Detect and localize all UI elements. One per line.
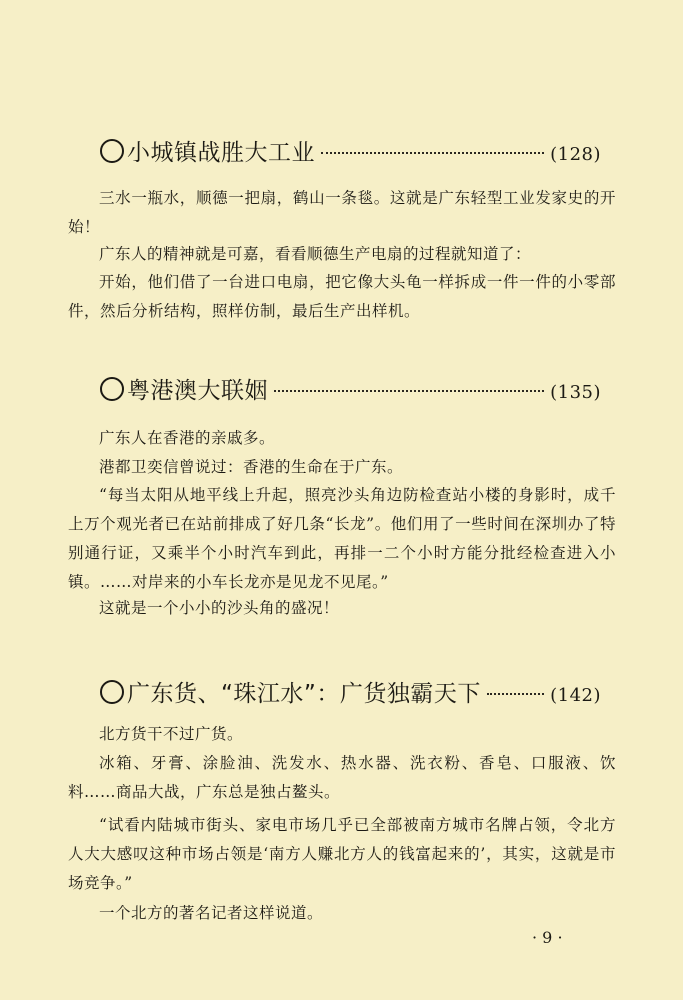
paragraph: 广东人的精神就是可嘉，看看顺德生产电扇的过程就知道了： bbox=[99, 245, 532, 263]
paragraph: 广东人在香港的亲戚多。 bbox=[99, 429, 276, 447]
paragraph: 港都卫奕信曾说过：香港的生命在于广东。 bbox=[99, 458, 404, 476]
paragraph: “每当太阳从地平线上升起，照亮沙头角边防检查站小楼的身影时，成千上万个观光者已在站前排成了好几条“长龙”。他们用了一些时间在深圳办了特别通行证，又乘半个小时汽车到此，再排一二个小时方能分批经检查进入小镇。……对岸来的小车长龙亦是见龙不见尾。” bbox=[68, 486, 616, 591]
dot-leader bbox=[487, 693, 544, 695]
dot-leader bbox=[321, 152, 544, 154]
section-heading bbox=[100, 134, 601, 167]
page-reference: (128) bbox=[550, 144, 601, 165]
section-title: 粤港澳大联姻 bbox=[127, 378, 268, 404]
circle-bullet-icon bbox=[100, 377, 124, 401]
paragraph: “试看内陆城市街头、家电市场几乎已全部被南方城市名牌占领，令北方人大大感叹这种市场占领是‘南方人赚北方人的钱富起来的’，其实，这就是市场竞争。” bbox=[68, 816, 616, 892]
paragraph: 这就是一个小小的沙头角的盛况！ bbox=[99, 599, 340, 617]
circle-bullet-icon bbox=[100, 680, 124, 704]
circle-bullet-icon bbox=[100, 139, 124, 163]
paragraph: 北方货干不过广货。 bbox=[99, 725, 244, 743]
section-heading bbox=[100, 675, 601, 708]
dot-leader bbox=[274, 390, 544, 392]
paragraph: 冰箱、牙膏、涂脸油、洗发水、热水器、洗衣粉、香皂、口服液、饮料……商品大战，广东总是独占鳌头。 bbox=[68, 754, 616, 801]
paragraph: 一个北方的著名记者这样说道。 bbox=[99, 904, 324, 922]
section-title: 广东货、“珠江水”：广货独霸天下 bbox=[127, 681, 481, 707]
paragraph: 三水一瓶水，顺德一把扇，鹤山一条毯。这就是广东轻型工业发家史的开始！ bbox=[68, 189, 616, 236]
page-number: · 9 · bbox=[532, 928, 563, 947]
section-heading bbox=[100, 372, 601, 405]
page-reference: (135) bbox=[550, 382, 601, 403]
paragraph: 开始，他们借了一台进口电扇，把它像大头龟一样拆成一件一件的小零部件，然后分析结构，照样仿制，最后生产出样机。 bbox=[68, 273, 616, 320]
section-title: 小城镇战胜大工业 bbox=[127, 140, 315, 166]
page-reference: (142) bbox=[550, 685, 601, 706]
